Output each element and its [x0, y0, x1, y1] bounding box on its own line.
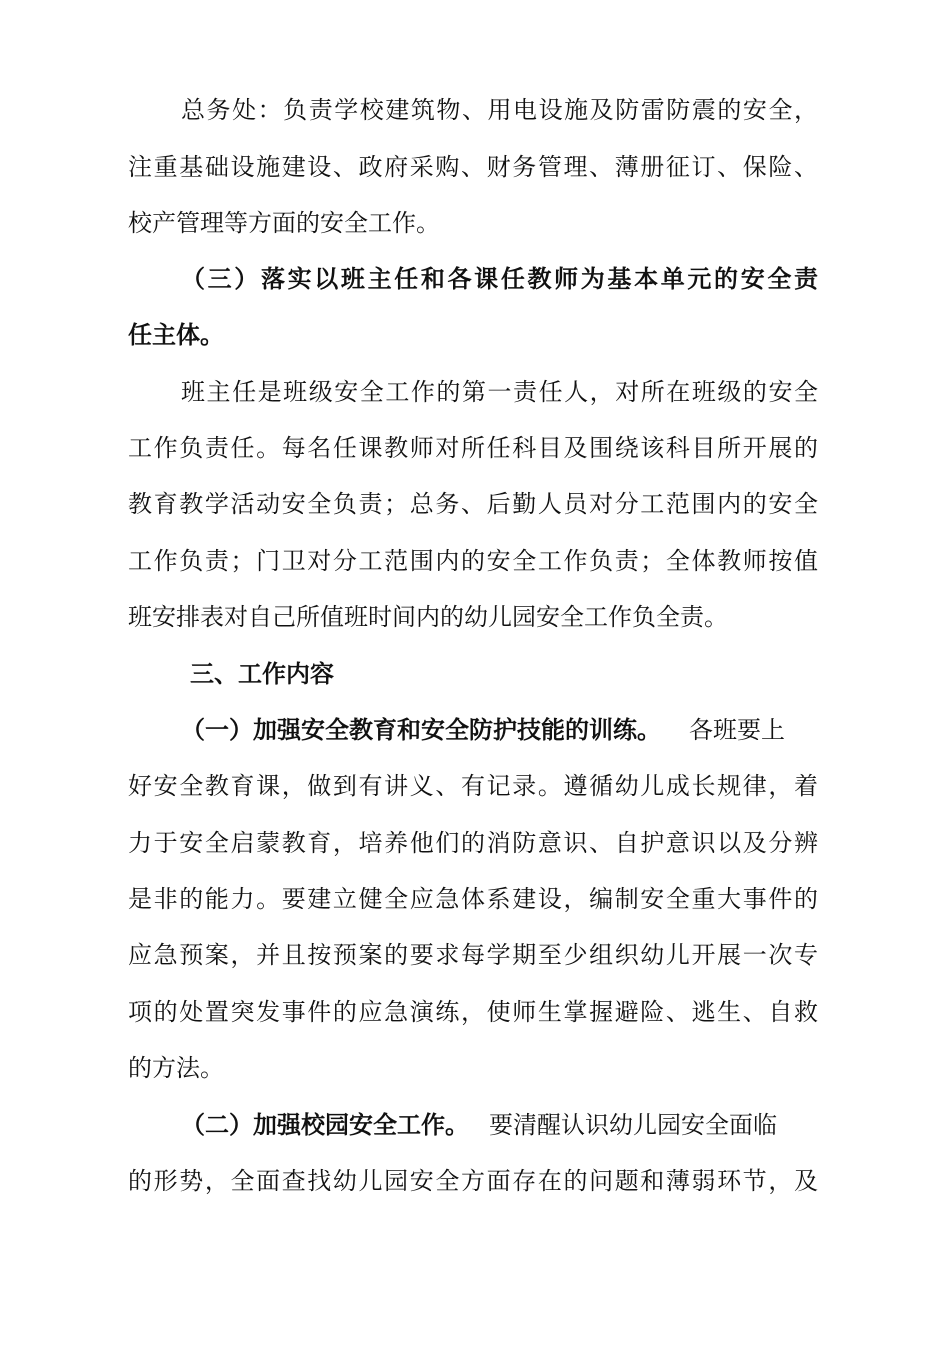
item1-line-2: 好安全教育课，做到有讲义、有记录。遵循幼儿成长规律，着: [128, 772, 818, 800]
para1-line-1: 总务处：负责学校建筑物、用电设施及防雷防震的安全，: [181, 96, 818, 124]
para2-line-1: 班主任是班级安全工作的第一责任人，对所在班级的安全: [181, 378, 818, 406]
para2-line-5: 班安排表对自己所值班时间内的幼儿园安全工作负全责。: [128, 603, 728, 631]
subheading-3-line-2: 任主体。: [128, 321, 224, 349]
item1-line-7: 的方法。: [128, 1054, 224, 1082]
item1-line-4: 是非的能力。要建立健全应急体系建设，编制安全重大事件的: [128, 885, 818, 913]
item1-heading: （一）加强安全教育和安全防护技能的训练。: [181, 716, 661, 744]
item2-first-line: [181, 1105, 818, 1145]
item1-line-3: 力于安全启蒙教育，培养他们的消防意识、自护意识以及分辨: [128, 829, 818, 857]
item1-tail: 各班要上: [689, 716, 785, 744]
subheading-3-line-1: （三）落实以班主任和各课任教师为基本单元的安全责: [181, 265, 818, 293]
para2-line-4: 工作负责；门卫对分工范围内的安全工作负责；全体教师按值: [128, 547, 818, 575]
item1-line-6: 项的处置突发事件的应急演练，使师生掌握避险、逃生、自救: [128, 998, 818, 1026]
item2-line-2: 的形势，全面查找幼儿园安全方面存在的问题和薄弱环节，及: [128, 1167, 818, 1195]
item1-line-5: 应急预案，并且按预案的要求每学期至少组织幼儿开展一次专: [128, 941, 818, 969]
para2-line-3: 教育教学活动安全负责；总务、后勤人员对分工范围内的安全: [128, 490, 818, 518]
para2-line-2: 工作负责任。每名任课教师对所任科目及围绕该科目所开展的: [128, 434, 818, 462]
item2-heading: （二）加强校园安全工作。: [181, 1111, 469, 1139]
item2-tail: 要清醒认识幼儿园安全面临: [489, 1111, 777, 1139]
section-title: 三、工作内容: [190, 660, 334, 688]
item1-first-line: [181, 710, 818, 750]
para1-line-3: 校产管理等方面的安全工作。: [128, 209, 440, 237]
para1-line-2: 注重基础设施建设、政府采购、财务管理、薄册征订、保险、: [128, 153, 818, 181]
